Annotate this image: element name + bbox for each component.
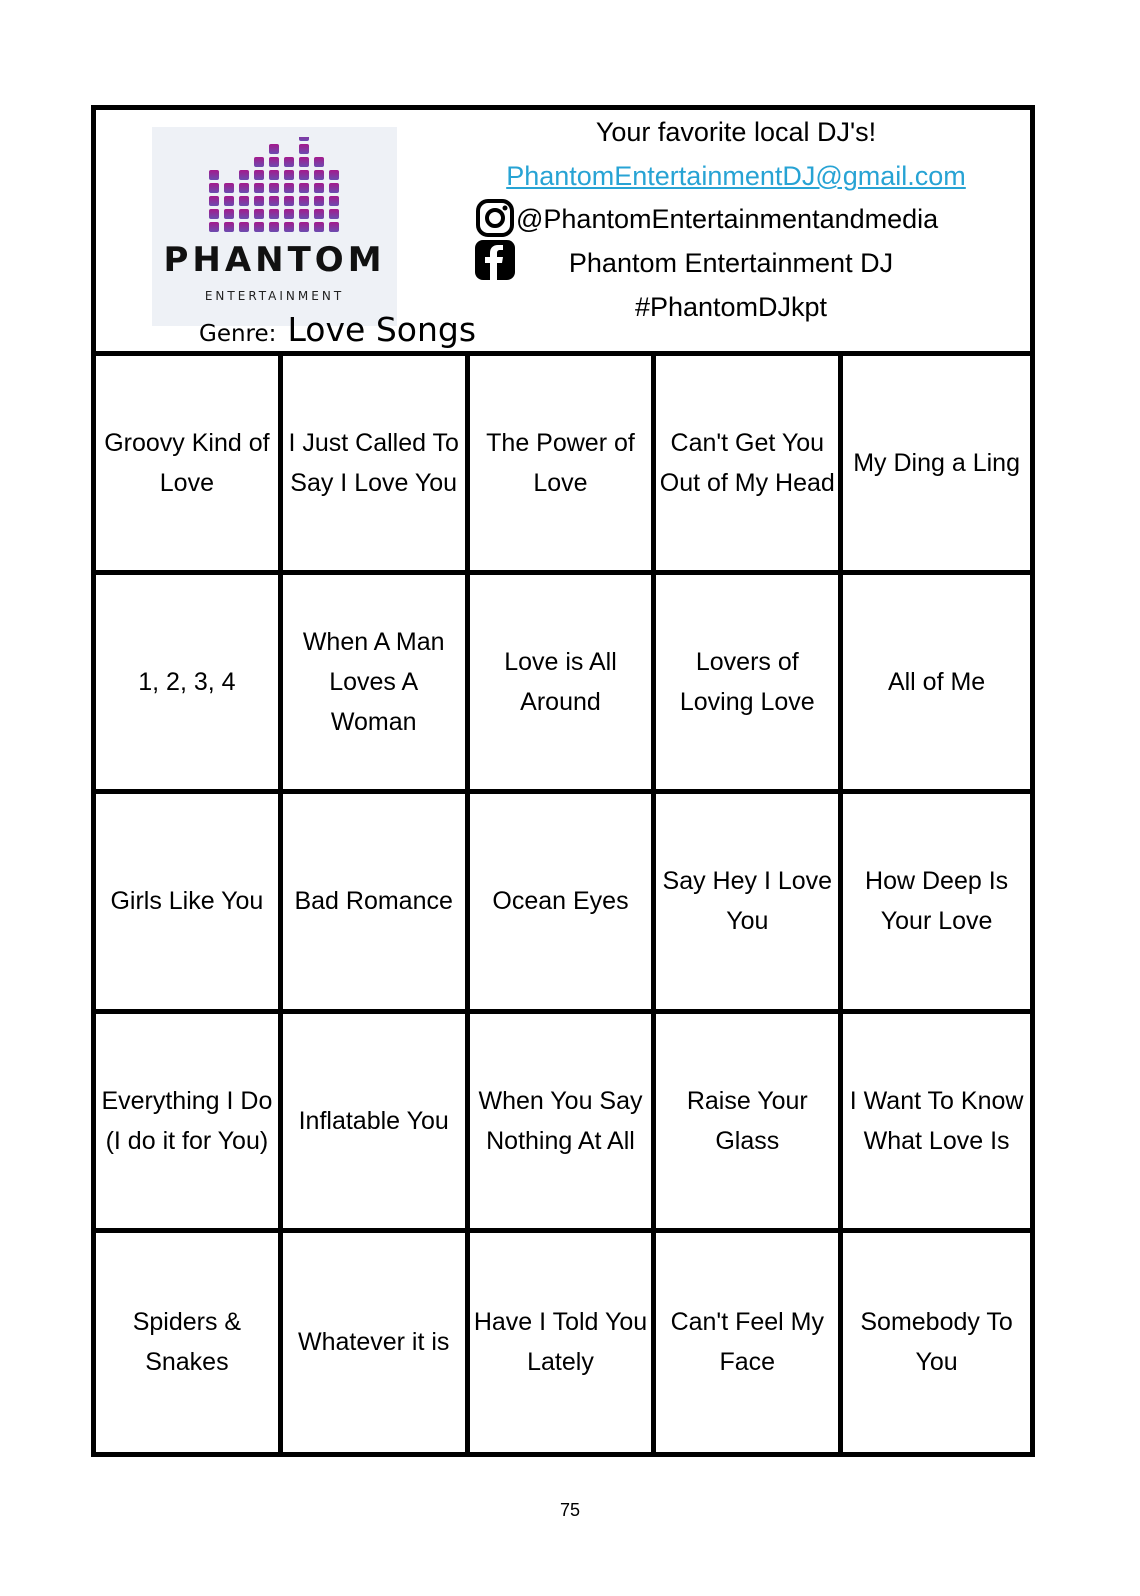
facebook-name: Phantom Entertainment DJ bbox=[568, 248, 894, 278]
tagline: Your favorite local DJ's! bbox=[595, 117, 877, 147]
grid-cell: The Power of Love bbox=[470, 356, 657, 575]
grid-cell: I Just Called To Say I Love You bbox=[283, 356, 470, 575]
grid-cell: Bad Romance bbox=[283, 794, 470, 1013]
grid-cell: Whatever it is bbox=[283, 1233, 470, 1452]
grid-cell: Say Hey I Love You bbox=[656, 794, 843, 1013]
grid-cell: Everything I Do (I do it for You) bbox=[96, 1014, 283, 1233]
email-link[interactable]: PhantomEntertainmentDJ@gmail.com bbox=[506, 161, 966, 191]
hashtag: #PhantomDJkpt bbox=[634, 292, 828, 322]
grid-cell: Lovers of Loving Love bbox=[656, 575, 843, 794]
facebook-icon bbox=[475, 240, 515, 280]
logo-subtitle: ENTERTAINMENT bbox=[204, 289, 345, 303]
grid-cell: When You Say Nothing At All bbox=[470, 1014, 657, 1233]
instagram-icon bbox=[475, 198, 515, 238]
song-grid bbox=[96, 356, 1030, 1452]
genre-value: Love Songs bbox=[287, 310, 477, 349]
logo-brand: PHANTOM bbox=[163, 240, 386, 280]
instagram-handle: @PhantomEntertainmentandmedia bbox=[516, 204, 939, 234]
grid-cell: Spiders & Snakes bbox=[96, 1233, 283, 1452]
phantom-logo bbox=[152, 127, 397, 326]
grid-cell: Groovy Kind of Love bbox=[96, 356, 283, 575]
grid-cell: Have I Told You Lately bbox=[470, 1233, 657, 1452]
equalizer-logo-icon bbox=[209, 137, 344, 237]
card-header bbox=[96, 110, 1030, 356]
grid-cell: I Want To Know What Love Is bbox=[843, 1014, 1030, 1233]
page-number: 75 bbox=[559, 1500, 581, 1520]
grid-cell: Love is All Around bbox=[470, 575, 657, 794]
grid-cell: Raise Your Glass bbox=[656, 1014, 843, 1233]
grid-cell: 1, 2, 3, 4 bbox=[96, 575, 283, 794]
bingo-card bbox=[91, 105, 1035, 1457]
grid-cell: All of Me bbox=[843, 575, 1030, 794]
grid-cell: When A Man Loves A Woman bbox=[283, 575, 470, 794]
grid-cell: Girls Like You bbox=[96, 794, 283, 1013]
grid-cell: Inflatable You bbox=[283, 1014, 470, 1233]
grid-cell: Can't Get You Out of My Head bbox=[656, 356, 843, 575]
grid-cell: My Ding a Ling bbox=[843, 356, 1030, 575]
genre-line bbox=[199, 310, 476, 349]
grid-cell: Somebody To You bbox=[860, 1308, 1013, 1377]
grid-cell: How Deep Is Your Love bbox=[843, 794, 1030, 1013]
genre-label: Genre: bbox=[199, 321, 277, 347]
grid-cell: Can't Feel My Face bbox=[656, 1233, 843, 1452]
grid-cell: Ocean Eyes bbox=[470, 794, 657, 1013]
